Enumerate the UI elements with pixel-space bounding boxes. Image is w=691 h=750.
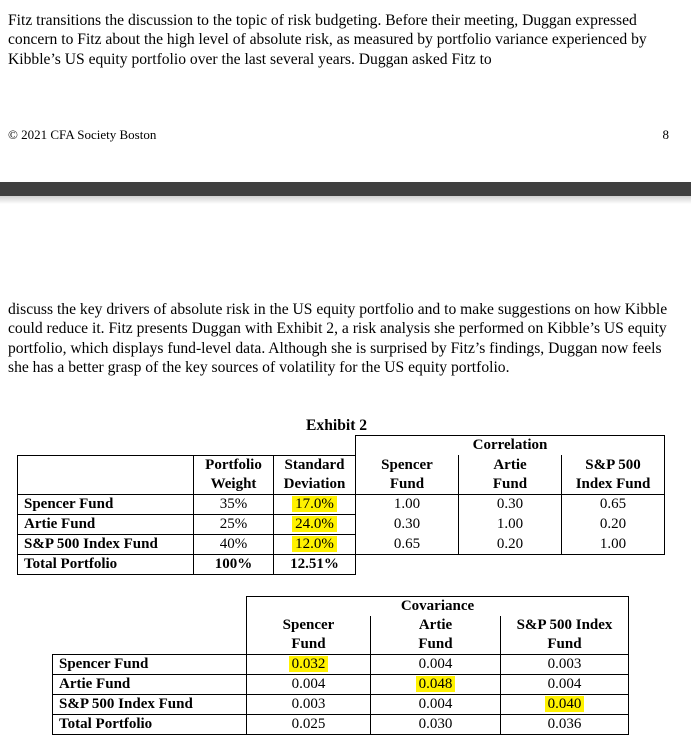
paragraph-intro: Fitz transitions the discussion to the topic of risk budgeting. Before their meeting, Duggan expressed concern to Fitz about the high level of absolute risk, as measured by portfolio variance experienced by Kibble’s US equity portfolio over the last several years. Duggan asked Fitz to (8, 12, 647, 68)
cell-corr: 0.30 (356, 514, 459, 534)
table-row (18, 514, 665, 534)
header-sd-2: Deviation (274, 475, 356, 495)
cell-cov: 0.004 (501, 675, 629, 695)
paragraph-exhibit-intro: discuss the key drivers of absolute risk in the US equity portfolio and to make suggestions on how Kibble could reduce it. Fitz presents Duggan with Exhibit 2, a risk analysis she performed on Kibble’s US equity portfolio, which displays fund-level data. Although she is surprised by Fitz’s findings, Duggan now feels she has a better grasp of the key sources of volatility for the US equity portfolio. (8, 301, 668, 377)
exhibit-title: Exhibit 2 (306, 417, 368, 434)
header-sp-1: S&P 500 Index (501, 616, 629, 635)
header-weight-1: Portfolio (194, 455, 274, 475)
table-row (18, 534, 665, 554)
table-row (53, 675, 629, 695)
cell-corr: 0.20 (562, 514, 665, 534)
header-spencer-1: Spencer (247, 616, 371, 635)
header-sp-1: S&P 500 (562, 455, 665, 475)
cell-corr: 0.20 (459, 534, 562, 554)
cell-cov-total: 0.036 (501, 715, 629, 735)
row-label: S&P 500 Index Fund (18, 534, 194, 554)
cell-cov: 0.004 (371, 695, 501, 715)
page-break-bar (0, 182, 691, 196)
cell-weight-total: 100% (194, 554, 274, 574)
header-sd-1: Standard (274, 455, 356, 475)
cell-cov-total: 0.030 (371, 715, 501, 735)
row-label: Artie Fund (53, 675, 247, 695)
header-sp-2: Index Fund (562, 475, 665, 495)
header-sp-2: Fund (501, 635, 629, 655)
cell-corr: 0.65 (562, 494, 665, 514)
cell-weight: 25% (194, 514, 274, 534)
cell-cov-total: 0.025 (247, 715, 371, 735)
cell-cov-highlighted: 0.048 (416, 676, 456, 692)
cell-cov: 0.004 (371, 655, 501, 675)
cell-corr: 0.65 (356, 534, 459, 554)
table-row (53, 616, 629, 635)
footer-copyright: © 2021 CFA Society Boston (8, 127, 157, 142)
table-row (18, 554, 665, 574)
cell-cov: 0.003 (247, 695, 371, 715)
row-label: S&P 500 Index Fund (53, 695, 247, 715)
correlation-group-header: Correlation (356, 436, 665, 456)
cell-corr: 1.00 (356, 494, 459, 514)
cell-cov-highlighted: 0.032 (289, 656, 329, 672)
row-label: Spencer Fund (18, 494, 194, 514)
cell-weight: 40% (194, 534, 274, 554)
footer-page-number: 8 (662, 127, 669, 142)
table-row (53, 715, 629, 735)
row-label: Spencer Fund (53, 655, 247, 675)
header-spencer-1: Spencer (356, 455, 459, 475)
cell-corr: 0.30 (459, 494, 562, 514)
cell-cov: 0.003 (501, 655, 629, 675)
row-label: Artie Fund (18, 514, 194, 534)
table-row (18, 494, 665, 514)
header-weight-2: Weight (194, 475, 274, 495)
row-label: Total Portfolio (53, 715, 247, 735)
header-spencer-2: Fund (247, 635, 371, 655)
covariance-group-header: Covariance (247, 597, 629, 617)
cell-sd-highlighted: 24.0% (292, 516, 337, 532)
header-artie-2: Fund (371, 635, 501, 655)
table-row (53, 597, 629, 617)
table-row (53, 695, 629, 715)
table-row (53, 655, 629, 675)
cell-corr: 1.00 (459, 514, 562, 534)
cell-sd-total: 12.51% (274, 554, 356, 574)
cell-sd-highlighted: 12.0% (292, 536, 337, 552)
cell-weight: 35% (194, 494, 274, 514)
cell-cov-highlighted: 0.040 (545, 696, 585, 712)
correlation-table (17, 435, 665, 575)
header-artie-2: Fund (459, 475, 562, 495)
cell-corr: 1.00 (562, 534, 665, 554)
header-artie-1: Artie (371, 616, 501, 635)
table-row (18, 436, 665, 456)
cell-sd-highlighted: 17.0% (292, 496, 337, 512)
table-row (18, 455, 665, 475)
cell-cov: 0.004 (247, 675, 371, 695)
header-artie-1: Artie (459, 455, 562, 475)
table-row (53, 635, 629, 655)
header-spencer-2: Fund (356, 475, 459, 495)
row-label: Total Portfolio (18, 554, 194, 574)
table-row (18, 475, 665, 495)
covariance-table (52, 596, 629, 735)
page-break-shadow (0, 196, 691, 204)
